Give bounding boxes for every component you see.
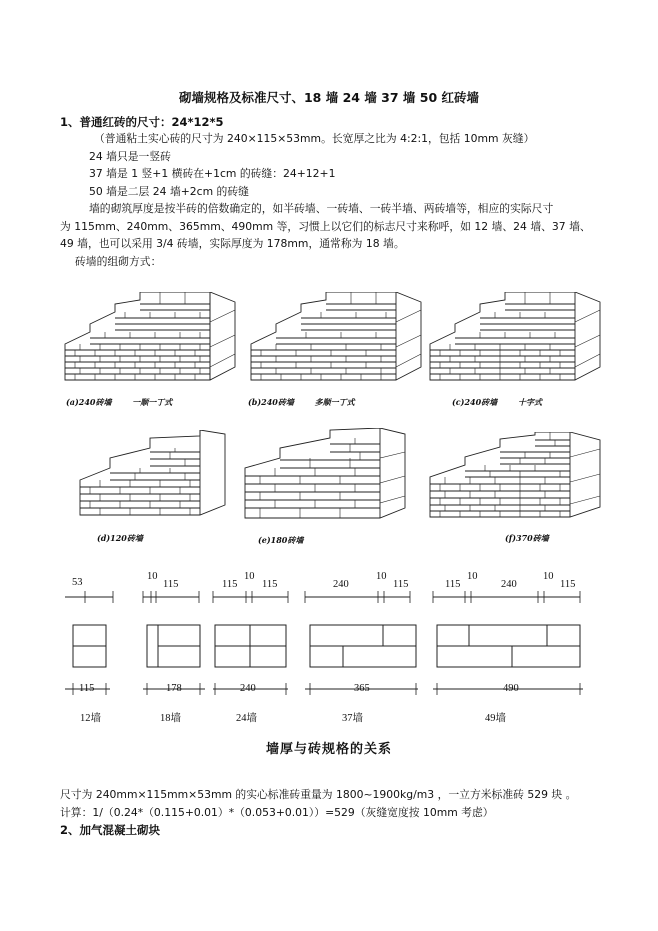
caption-c-style: 十字式 <box>517 397 542 407</box>
caption-b-label: 砖墙 <box>277 397 294 407</box>
dim-24-top-1: 115 <box>222 579 238 590</box>
page-title: 砌墙规格及标准尺寸、18 墙 24 墙 37 墙 50 红砖墙 <box>178 90 480 105</box>
caption-c-letter: (c) <box>452 397 465 407</box>
caption-a <box>66 395 172 409</box>
dim-49-top-1: 115 <box>445 579 461 590</box>
wall-name-18: 18墙 <box>160 713 181 724</box>
caption-b <box>248 395 355 409</box>
caption-d-size: 120 <box>110 533 127 543</box>
wall-name-37: 37墙 <box>342 713 363 724</box>
thickness-37: 365 <box>354 683 370 694</box>
wall-name-12: 12墙 <box>80 713 101 724</box>
section2-heading: 2、加气混凝土砌块 <box>60 823 161 837</box>
thickness-12: 115 <box>79 683 95 694</box>
caption-a-size: 240 <box>78 397 96 407</box>
dim-49-top-2: 10 <box>467 571 478 582</box>
caption-a-style: 一顺一丁式 <box>132 397 173 407</box>
wall-figure-b <box>246 292 431 387</box>
paragraph-line-1: 墙的砌筑厚度是按半砖的倍数确定的，如半砖墙、一砖墙、一砖半墙、两砖墙等，相应的实际尺寸 <box>89 202 554 215</box>
caption-f-label: 砖墙 <box>532 533 549 543</box>
dim-18-top-1: 10 <box>147 571 158 582</box>
section1-heading: 1、普通红砖的尺寸：24*12*5 <box>60 115 224 129</box>
caption-b-size: 240 <box>261 397 278 407</box>
caption-f-size: 370 <box>516 533 533 543</box>
wall-figure-a <box>60 292 245 387</box>
footer-line-2: 计算：1/（0.24*（0.115+0.01）*（0.053+0.01））=529（灰缝宽度按 10mm 考虑） <box>60 806 494 819</box>
wall-figure-d <box>75 430 250 525</box>
paragraph-line-3: 49 墙，也可以采用 3/4 砖墙，实际厚度为 178mm，通常称为 18 墙。 <box>60 237 405 250</box>
caption-d-letter: (d) <box>97 533 111 543</box>
dim-24-top-3: 115 <box>262 579 278 590</box>
caption-e-letter: (e) <box>258 535 271 545</box>
caption-f <box>505 531 549 545</box>
caption-b-style: 多顺一丁式 <box>314 397 355 407</box>
diagram-caption: 墙厚与砖规格的关系 <box>265 742 392 757</box>
caption-e-size: 180 <box>270 535 288 545</box>
dim-49-top-4: 10 <box>543 571 554 582</box>
caption-c-label: 砖墙 <box>481 397 498 407</box>
bond-heading: 砖墙的组砌方式： <box>75 255 162 268</box>
caption-d-label: 砖墙 <box>126 533 143 543</box>
dim-18-top-2: 115 <box>163 579 179 590</box>
wall-name-24: 24墙 <box>236 713 257 724</box>
caption-c-size: 240 <box>464 397 482 407</box>
dim-49-top-3: 240 <box>501 579 517 590</box>
caption-f-letter: (f) <box>505 533 517 543</box>
dim-37-top-2: 10 <box>376 571 387 582</box>
wall-figure-e <box>240 428 415 528</box>
caption-a-label: 砖墙 <box>95 397 112 407</box>
wall-50-note: 50 墙是二层 24 墙+2cm 的砖缝 <box>89 185 249 198</box>
caption-e <box>258 533 303 547</box>
caption-b-letter: (b) <box>248 397 262 407</box>
dim-49-top-5: 115 <box>560 579 576 590</box>
caption-a-letter: (a) <box>66 397 79 407</box>
caption-e-label: 砖墙 <box>287 535 304 545</box>
wall-figure-c <box>425 292 610 387</box>
caption-d <box>97 531 143 545</box>
brick-size-note: （普通粘土实心砖的尺寸为 240×115×53mm。长宽厚之比为 4:2:1，包括 10mm 灰缝） <box>94 132 535 145</box>
dim-37-top-1: 240 <box>333 579 349 590</box>
thickness-49: 490 <box>503 683 519 694</box>
dim-37-top-3: 115 <box>393 579 409 590</box>
wall-37-note: 37 墙是 1 竖+1 横砖在+1cm 的砖缝：24+12+1 <box>89 167 336 180</box>
thickness-24: 240 <box>240 683 256 694</box>
dim-24-top-2: 10 <box>244 571 255 582</box>
dim-12-top-1: 53 <box>72 577 83 588</box>
caption-c <box>452 395 542 409</box>
thickness-18: 178 <box>166 683 182 694</box>
paragraph-line-2: 为 115mm、240mm、365mm、490mm 等，习惯上以它们的标志尺寸来称呼，如 12 墙、24 墙、37 墙、 <box>60 220 591 233</box>
footer-line-1: 尺寸为 240mm×115mm×53mm 的实心标准砖重量为 1800~1900kg/m3 ，一立方米标准砖 529 块 。 <box>60 788 577 801</box>
wall-figure-f <box>425 432 610 527</box>
wall-name-49: 49墙 <box>485 713 506 724</box>
wall-24-note: 24 墙只是一竖砖 <box>89 150 171 163</box>
